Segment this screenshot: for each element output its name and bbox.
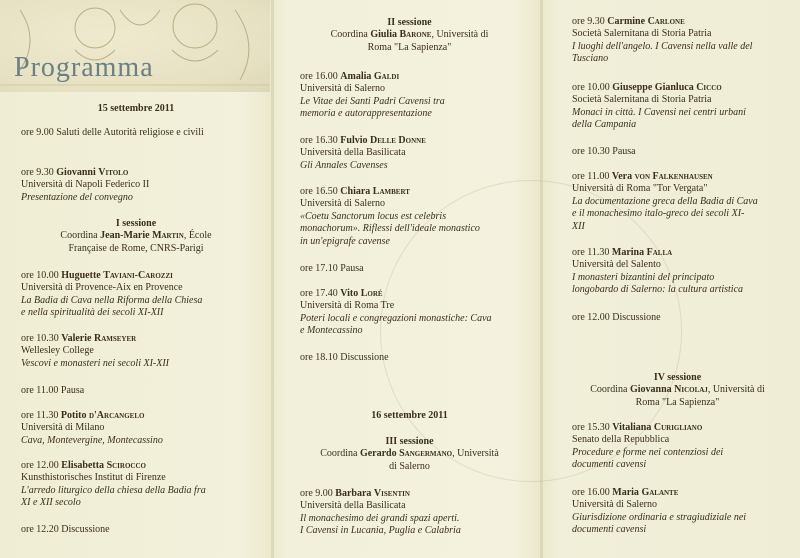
speaker-affiliation: Società Salernitana di Storia Patria [572,94,712,106]
entry-time: ore 10.30 [21,333,59,344]
speaker-surname: Falla [646,247,673,258]
speaker-name: Maria [612,487,639,498]
program-entry [300,135,535,172]
chair-surname: Sangermano [399,448,453,460]
break-text: ore 17.10 Pausa [300,263,364,274]
program-entry [572,312,794,324]
chair-name: Giulia [370,29,397,41]
speaker-name: Potito [60,410,87,421]
talk-title-2: Tusciano [572,53,609,65]
header-artwork [0,0,270,92]
talk-title: I luoghi dell'angelo. I Cavensi nella valle del [572,40,753,52]
talk-title: Gli Annales Cavenses [300,159,388,171]
talk-title-2: longobardo di Salerno: la cultura artistica [572,284,744,296]
entry-time: ore 15.30 [572,422,610,433]
speaker-affiliation: Università della Basilicata [300,500,406,512]
entry-time: ore 10.00 [21,270,59,281]
talk-title: La documentazione greca della Badia di Cava [572,195,758,207]
speaker-name: Marina [611,247,645,258]
chair-surname: Nicolaj [674,384,708,396]
speaker-name: Barbara [335,488,372,499]
chair-affiliation-2: Française de Rome, CNRS-Parigi [68,242,204,254]
program-entry [21,127,261,139]
date-heading-day2: 16 settembre 2011 [371,410,448,421]
speaker-name: Giovanni [56,167,96,178]
speaker-affiliation: Università di Napoli Federico II [21,179,150,191]
program-entry [572,82,794,132]
program-entry [21,167,266,204]
discussion-text: ore 12.00 Discussione [572,312,661,323]
speaker-affiliation: Università di Provence-Aix en Provence [21,282,183,294]
speaker-surname: Carlone [647,16,685,27]
speaker-surname: Cicco [696,82,722,93]
entry-time: ore 10.00 [572,82,610,93]
entry-time: ore 11.30 [21,410,59,421]
talk-title-2: e il monachesimo italo-greco dei secoli XI- [572,208,745,220]
discussion-text: ore 12.20 Discussione [21,524,110,535]
speaker-affiliation: Università di Roma Tre [300,300,395,312]
talk-title: Le Vitae dei Santi Padri Cavensi tra [300,95,445,107]
talk-title-2: e nella spiritualità dei secoli XI-XII [21,307,164,319]
program-column-2 [282,0,537,558]
speaker-surname: Curigliano [653,422,703,433]
chair-affiliation: , Università [452,448,499,460]
program-entry [572,422,794,472]
chair-surname: Martin [152,230,184,242]
talk-title-2: documenti cavensi [572,524,647,536]
entry-time: ore 16.50 [300,186,338,197]
speaker-affiliation: Università di Salerno [300,83,385,95]
program-entry [300,71,535,121]
session-block-2 [282,17,537,54]
page-title: Programma [14,52,154,83]
speaker-affiliation: Kunsthistorisches Institut di Firenze [21,472,166,484]
talk-title: Procedure e forme nei contenziosi dei [572,446,724,458]
talk-title-3: XII [572,220,585,232]
speaker-name: Vitaliana [612,422,652,433]
entry-time: ore 16.30 [300,135,338,146]
program-entry [572,247,794,297]
chair-prefix: Coordina [60,230,98,242]
program-entry [300,352,535,364]
discussion-text: ore 18.10 Discussione [300,352,389,363]
talk-title-3: in un'epigrafe cavense [300,235,390,247]
speaker-affiliation: Università della Basilicata [300,147,406,159]
entry-time: ore 17.40 [300,288,338,299]
break-text: ore 11.00 Pausa [21,385,85,396]
speaker-surname: Delle Donne [370,135,426,146]
speaker-affiliation: Società Salernitana di Storia Patria [572,28,712,40]
talk-title: Monaci in città. I Cavensi nei centri urbani [572,106,746,118]
program-entry [21,333,266,370]
chair-affiliation-2: Roma "La Sapienza" [367,41,452,53]
talk-title: «Coetu Sanctorum locus est celebris [300,210,447,222]
session-label: IV sessione [653,372,702,383]
speaker-surname: Visentin [373,488,410,499]
talk-title: Vescovi e monasteri nei secoli XI-XII [21,357,170,369]
program-entry [300,488,537,538]
chair-prefix: Coordina [330,29,368,41]
speaker-surname: Scirocco [106,460,146,471]
session-label: I sessione [115,218,157,229]
speaker-name: Vito [340,288,359,299]
speaker-surname: Lambert [372,186,410,197]
speaker-affiliation: Università del Salento [572,259,661,271]
chair-affiliation: , École [183,230,212,242]
speaker-surname: Galdi [373,71,400,82]
talk-title: I monasteri bizantini del principato [572,271,715,283]
entry-time: ore 16.00 [300,71,338,82]
session-block-4 [560,372,795,409]
speaker-affiliation: Università di Milano [21,422,105,434]
speaker-name: Elisabetta [61,460,105,471]
session-block-1 [0,218,272,255]
speaker-name: Amalia [340,71,372,82]
talk-title: L'arredo liturgico della chiesa della Badia fra [21,484,206,496]
speaker-affiliation: Università di Salerno [572,499,657,511]
chair-prefix: Coordina [320,448,358,460]
program-entry [572,487,794,537]
speaker-affiliation: Università di Roma "Tor Vergata" [572,183,708,195]
talk-title: Poteri locali e congregazioni monastiche: Cava [300,312,492,324]
speaker-name: Valerie [61,333,92,344]
program-entry [21,410,266,447]
talk-title: Cava, Montevergine, Montecassino [21,434,163,446]
session-label: II sessione [387,17,432,28]
break-text: ore 10.30 Pausa [572,146,636,157]
program-entry [21,524,266,536]
speaker-surname: Vitolo [98,167,129,178]
program-column-1 [0,0,272,558]
speaker-name: Chiara [340,186,371,197]
chair-surname: Barone [399,29,432,41]
program-entry [572,146,794,158]
speaker-name: Vera [611,171,633,182]
program-entry [300,288,537,338]
entry-time: ore 9.30 [572,16,605,27]
talk-title-2: memoria e autorappresentazione [300,108,432,120]
program-entry [572,171,794,233]
talk-title-2: XI e XII secolo [21,497,81,509]
talk-title-2: I Cavensi in Lucania, Puglia e Calabria [300,525,461,537]
chair-name: Jean-Marie [100,230,150,242]
program-entry [21,385,266,397]
speaker-surname: Taviani-Carozzi [103,270,173,281]
speaker-surname: Galante [641,487,679,498]
speaker-surname: Loré [360,288,383,299]
date-heading-day1: 15 settembre 2011 [97,103,175,114]
speaker-name: Huguette [61,270,101,281]
speaker-surname: Ramseyer [93,333,137,344]
talk-title: Giurisdizione ordinaria e stragiudiziale nei [572,511,747,523]
chair-prefix: Coordina [590,384,628,396]
program-column-3 [560,0,795,558]
talk-title-2: della Campania [572,119,637,131]
entry-time: ore 9.00 [21,127,54,138]
program-entry [300,263,535,275]
entry-time: ore 12.00 [21,460,59,471]
speaker-name: Giuseppe Gianluca [612,82,694,93]
entry-time: ore 9.30 [21,167,54,178]
chair-affiliation: , Università di [431,29,489,41]
entry-time: ore 11.00 [572,171,610,182]
talk-title-2: monachorum». Riflessi dell'ideale monastico [300,223,480,235]
talk-title-2: documenti cavensi [572,459,647,471]
talk-title: Presentazione del convegno [21,191,133,203]
session-label: III sessione [385,436,434,447]
program-entry [21,270,271,320]
talk-title: La Badia di Cava nella Riforma della Chiesa [21,294,203,306]
speaker-name: Carmine [607,16,646,27]
entry-time: ore 11.30 [572,247,610,258]
chair-name: Giovanna [629,384,672,396]
program-entry [21,460,271,510]
speaker-surname: d'Arcangelo [88,410,145,421]
speaker-name: Fulvio [340,135,368,146]
entry-time: ore 9.00 [300,488,333,499]
speaker-affiliation: Università di Salerno [300,198,385,210]
speaker-surname: von Falkenhausen [634,171,713,182]
program-entry [572,16,794,66]
program-entry [300,186,537,248]
chair-affiliation: , Università di [707,384,765,396]
speaker-affiliation: Senato della Repubblica [572,434,670,446]
talk-title-2: e Montecassino [300,325,363,337]
entry-time: ore 16.00 [572,487,610,498]
chair-name: Gerardo [359,448,397,460]
chair-affiliation-2: Roma "La Sapienza" [635,396,720,408]
chair-affiliation-2: di Salerno [389,460,430,472]
entry-text: Saluti delle Autorità religiose e civili [56,127,204,138]
talk-title: Il monachesimo dei grandi spazi aperti. [300,512,460,524]
speaker-affiliation: Wellesley College [21,345,94,357]
session-block-3 [282,436,537,473]
